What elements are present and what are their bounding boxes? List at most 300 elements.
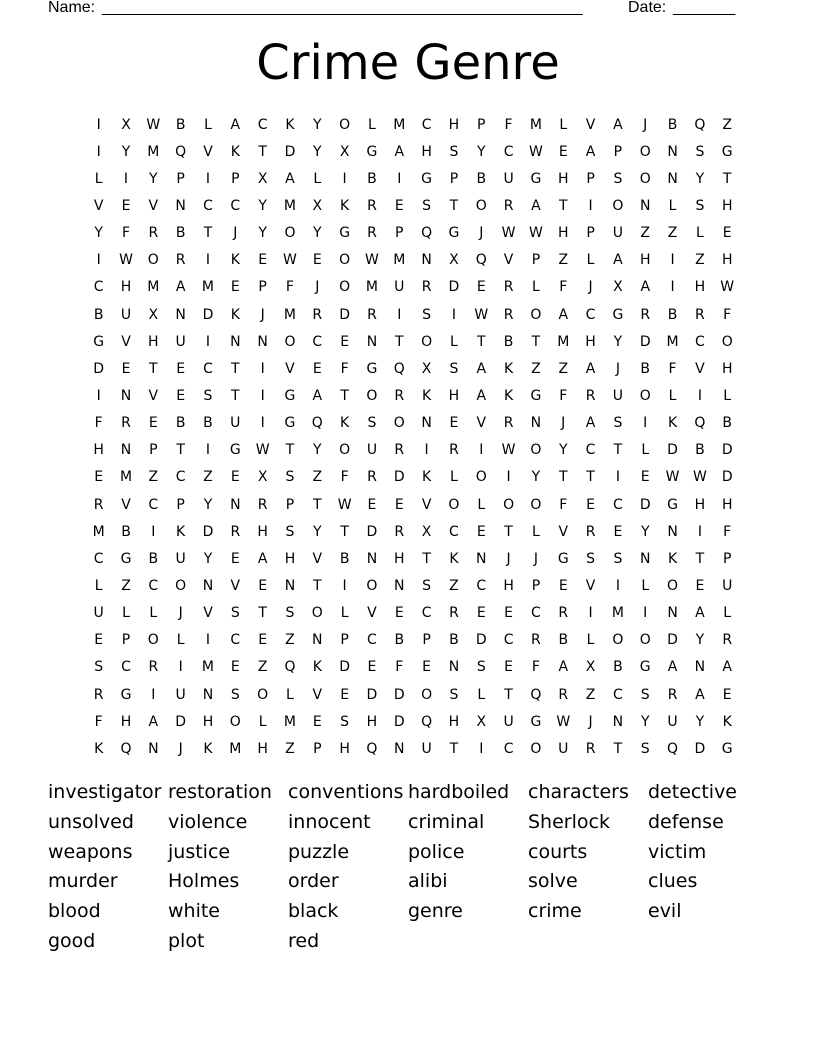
grid-letter: S [613,415,623,432]
grid-row [85,301,741,328]
grid-letter: S [640,740,650,757]
date-label: Date: [628,0,667,16]
grid-letter: A [640,279,651,296]
grid-letter: H [93,442,104,459]
word-bank-item: weapons [48,840,133,863]
grid-letter: A [285,170,295,187]
grid-letter: Y [695,713,705,730]
grid-letter: N [394,577,405,594]
grid-letter: O [175,577,187,594]
grid-letter: I [260,360,265,377]
grid-letter: Z [312,469,323,486]
grid-letter: F [94,415,103,432]
grid-letter: C [148,496,159,513]
grid-letter: S [449,143,459,160]
grid-letter: L [450,333,458,350]
grid-letter: T [176,442,185,459]
grid-letter: G [639,659,651,676]
grid-letter: B [503,333,514,350]
grid-letter: B [121,523,131,540]
grid-letter: A [558,306,569,323]
grid-letter: T [531,333,541,350]
grid-letter: M [283,306,296,323]
grid-letter: F [395,659,404,676]
grid-letter: L [258,713,267,730]
grid-letter: I [588,197,593,214]
grid-letter: H [721,197,733,214]
page-title: Crime Genre [256,35,560,91]
grid-letter: N [120,442,132,459]
grid-letter: P [121,632,131,649]
word-bank [48,778,768,957]
grid-letter: E [258,577,268,594]
grid-letter: P [422,632,431,649]
grid-letter: B [640,360,651,377]
grid-letter: H [721,496,733,513]
grid-letter: D [448,279,460,296]
grid-letter: F [531,659,540,676]
grid-letter: U [175,686,186,703]
grid-letter: H [148,333,159,350]
grid-letter: D [694,740,706,757]
grid-letter: V [148,387,159,404]
word-bank-item: detective [648,781,737,803]
grid-letter: B [476,170,487,187]
grid-letter: R [558,686,569,703]
grid-letter: L [94,577,103,594]
grid-letter: S [340,713,350,730]
grid-letter: K [422,387,432,404]
grid-letter: R [93,496,104,513]
grid-letter: W [365,252,379,269]
grid-letter: M [666,333,679,350]
grid-letter: N [148,740,159,757]
grid-letter: Z [285,740,295,757]
grid-letter: E [258,632,268,649]
grid-letter: W [474,306,489,323]
grid-letter: K [176,523,186,540]
grid-letter: H [585,333,596,350]
grid-letter: D [366,523,378,540]
grid-letter: G [421,170,433,187]
grid-letter: C [421,605,432,622]
grid-letter: O [147,252,159,269]
word-bank-item: police [408,840,465,863]
grid-letter: R [367,306,377,323]
grid-letter: N [175,306,186,323]
grid-letter: S [285,469,295,486]
grid-letter: L [477,496,486,513]
grid-letter: F [559,387,568,404]
grid-letter: Z [449,577,459,594]
grid-row [85,654,741,681]
grid-letter: I [670,279,675,296]
grid-letter: E [504,659,514,676]
grid-letter: S [695,143,705,160]
grid-letter: B [175,225,186,242]
grid-letter: Q [421,713,433,730]
grid-letter: Q [667,740,679,757]
grid-letter: H [421,143,432,160]
grid-letter: L [532,523,540,540]
grid-letter: V [558,523,569,540]
grid-letter: A [722,659,732,676]
grid-letter: Y [258,225,267,242]
grid-letter: I [96,116,101,133]
grid-letter: C [230,632,241,649]
grid-letter: E [613,523,623,540]
grid-letter: P [449,170,459,187]
grid-letter: O [639,170,651,187]
grid-letter: S [285,523,295,540]
grid-letter: W [665,469,680,486]
grid-letter: X [339,143,350,160]
grid-letter: A [585,415,596,432]
grid-letter: N [667,143,678,160]
grid-letter: R [394,523,405,540]
grid-letter: P [477,116,486,133]
grid-letter: C [203,197,213,214]
grid-letter: F [559,496,568,513]
grid-letter: N [257,333,268,350]
grid-letter: M [283,713,296,730]
grid-letter: D [339,306,350,323]
grid-letter: V [585,577,596,594]
grid-letter: D [639,496,651,513]
grid-letter: P [285,496,295,513]
grid-letter: I [615,577,620,594]
grid-letter: F [504,116,513,133]
grid-letter: C [93,279,104,296]
grid-letter: R [367,469,377,486]
word-bank-item: red [288,929,320,952]
grid-letter: C [93,550,104,567]
grid-letter: B [339,550,350,567]
grid-letter: J [561,415,566,432]
grid-letter: V [312,550,323,567]
grid-letter: U [175,550,186,567]
grid-letter: X [585,659,596,676]
grid-letter: P [586,225,595,242]
grid-row [85,274,741,301]
grid-letter: X [257,469,268,486]
grid-letter: E [476,605,486,622]
grid-letter: N [230,333,241,350]
grid-letter: N [394,740,405,757]
grid-letter: O [311,605,323,622]
grid-letter: E [258,252,268,269]
grid-letter: N [448,659,460,676]
grid-letter: O [639,387,651,404]
grid-letter: K [340,415,350,432]
grid-letter: T [340,523,349,540]
grid-letter: I [205,170,211,187]
grid-letter: R [449,442,459,459]
grid-letter: B [175,116,186,133]
grid-letter: C [257,116,268,133]
grid-letter: W [283,252,297,269]
word-bank-item: criminal [408,810,485,833]
grid-letter: U [175,333,186,350]
grid-letter: A [585,143,596,160]
grid-letter: G [667,496,678,513]
grid-letter: G [284,387,296,404]
grid-letter: E [640,469,650,486]
grid-letter: U [722,577,733,594]
grid-row [85,708,741,735]
grid-letter: X [613,279,623,296]
grid-letter: Y [94,225,103,242]
grid-letter: S [449,360,459,377]
grid-letter: X [121,116,131,133]
grid-letter: T [695,550,705,567]
grid-letter: E [394,605,404,622]
grid-letter: E [586,496,595,513]
grid-letter: O [421,686,433,703]
grid-letter: N [202,686,214,703]
grid-letter: L [586,632,595,649]
grid-letter: I [123,170,129,187]
grid-letter: C [613,496,623,513]
grid-letter: T [449,740,459,757]
grid-letter: E [312,252,322,269]
grid-letter: G [448,225,460,242]
grid-letter: Z [285,632,295,649]
grid-letter: J [643,116,648,133]
grid-letter: R [230,523,241,540]
grid-letter: R [449,605,459,622]
word-bank-item: solve [528,870,578,893]
grid-letter: Z [121,577,131,594]
grid-letter: I [424,442,429,459]
grid-letter: S [476,659,486,676]
grid-letter: V [695,360,705,377]
grid-letter: J [479,225,484,242]
grid-letter: T [504,686,513,703]
grid-row [85,627,741,654]
grid-letter: L [477,686,486,703]
grid-letter: B [449,632,459,649]
grid-letter: E [722,686,732,703]
grid-letter: M [119,469,133,486]
grid-letter: S [422,197,432,214]
grid-letter: I [260,387,265,404]
grid-letter: T [258,143,267,160]
grid-letter: R [585,740,596,757]
grid-letter: T [558,469,568,486]
grid-letter: C [503,632,514,649]
grid-letter: X [257,170,268,187]
grid-letter: O [639,143,651,160]
grid-letter: W [528,143,543,160]
grid-letter: L [532,279,540,296]
grid-letter: N [366,333,378,350]
grid-letter: G [120,550,132,567]
grid-letter: I [260,415,265,432]
grid-letter: O [503,496,515,513]
grid-letter: T [422,550,431,567]
letter-grid [85,111,741,762]
grid-letter: E [422,659,432,676]
grid-letter: O [284,333,296,350]
grid-letter: I [96,143,101,160]
grid-letter: E [558,143,568,160]
grid-letter: F [121,225,131,242]
grid-letter: O [284,225,296,242]
grid-letter: E [121,360,131,377]
grid-letter: G [530,713,542,730]
grid-letter: R [558,605,569,622]
grid-letter: G [229,442,241,459]
grid-letter: A [476,387,487,404]
grid-letter: E [312,360,322,377]
grid-letter: G [612,306,624,323]
grid-letter: H [448,713,460,730]
grid-letter: W [692,469,707,486]
grid-letter: K [94,740,104,757]
grid-letter: L [122,605,130,622]
grid-letter: N [476,550,487,567]
grid-letter: Z [203,469,213,486]
grid-letter: V [230,577,241,594]
grid-letter: K [503,387,514,404]
grid-letter: N [175,197,186,214]
grid-letter: Z [585,686,596,703]
grid-letter: E [476,279,486,296]
grid-letter: C [585,442,596,459]
grid-letter: D [393,713,405,730]
grid-letter: E [230,469,240,486]
grid-letter: M [92,523,105,540]
grid-letter: H [503,577,514,594]
grid-letter: M [201,659,215,676]
grid-letter: S [449,686,459,703]
grid-letter: A [695,686,705,703]
grid-letter: X [312,197,323,214]
word-bank-item: black [288,900,339,923]
grid-letter: Q [475,252,487,269]
grid-letter: O [393,415,405,432]
grid-letter: H [694,279,706,296]
grid-letter: B [667,306,678,323]
grid-letter: F [668,360,677,377]
grid-letter: Y [203,496,213,513]
grid-letter: N [667,605,678,622]
grid-letter: X [449,252,459,269]
date-field-line: _______ [673,0,736,16]
grid-letter: I [205,333,211,350]
grid-letter: Q [694,116,706,133]
grid-row [85,572,741,599]
word-bank-item: innocent [288,810,371,833]
grid-letter: G [557,550,569,567]
grid-letter: O [721,333,733,350]
grid-letter: I [451,306,456,323]
grid-letter: C [531,605,541,622]
grid-letter: S [422,306,432,323]
grid-letter: E [230,659,240,676]
grid-letter: G [530,170,542,187]
grid-letter: N [284,577,296,594]
grid-letter: R [148,225,159,242]
grid-letter: T [613,442,623,459]
grid-letter: D [393,469,405,486]
grid-letter: Z [558,360,569,377]
grid-letter: N [694,659,706,676]
grid-letter: C [585,306,596,323]
grid-letter: E [230,279,240,296]
grid-letter: S [586,550,596,567]
grid-letter: H [120,713,132,730]
grid-letter: X [476,713,487,730]
grid-letter: W [720,279,735,296]
grid-letter: N [530,415,542,432]
grid-letter: H [721,360,733,377]
grid-letter: K [285,116,295,133]
grid-letter: Q [393,360,405,377]
grid-letter: Y [558,442,568,459]
grid-letter: I [697,523,702,540]
grid-row [85,491,741,518]
word-bank-item: good [48,929,96,952]
grid-letter: Y [476,143,486,160]
grid-letter: R [503,197,514,214]
grid-letter: L [668,197,677,214]
grid-letter: M [201,279,215,296]
grid-letter: V [585,116,596,133]
grid-letter: M [147,279,160,296]
grid-letter: R [121,415,131,432]
grid-letter: I [670,252,675,269]
grid-row [85,382,741,409]
word-bank-item: clues [648,870,698,893]
grid-letter: K [230,306,240,323]
grid-letter: B [667,116,678,133]
grid-letter: W [337,496,352,513]
word-bank-item: alibi [408,870,448,893]
grid-letter: N [366,550,378,567]
grid-letter: D [393,686,405,703]
grid-letter: C [694,333,705,350]
grid-letter: A [695,605,705,622]
grid-letter: U [120,306,132,323]
grid-letter: P [258,279,267,296]
grid-letter: Q [120,740,132,757]
grid-letter: P [340,632,349,649]
grid-letter: O [421,333,433,350]
grid-letter: L [695,225,704,242]
grid-letter: Z [148,469,159,486]
grid-letter: D [366,686,378,703]
grid-letter: T [285,442,295,459]
word-bank-item: Holmes [168,870,240,893]
grid-letter: L [668,387,677,404]
grid-letter: V [503,252,514,269]
grid-letter: Z [722,116,732,133]
grid-letter: B [394,632,405,649]
grid-letter: S [230,605,240,622]
grid-letter: Y [149,170,158,187]
grid-letter: M [557,333,570,350]
grid-letter: C [367,632,377,649]
grid-letter: H [721,252,733,269]
word-bank-item: genre [408,900,463,923]
grid-letter: R [640,306,651,323]
grid-letter: P [176,496,185,513]
grid-letter: C [613,686,623,703]
grid-letter: C [503,143,514,160]
grid-letter: O [257,686,269,703]
